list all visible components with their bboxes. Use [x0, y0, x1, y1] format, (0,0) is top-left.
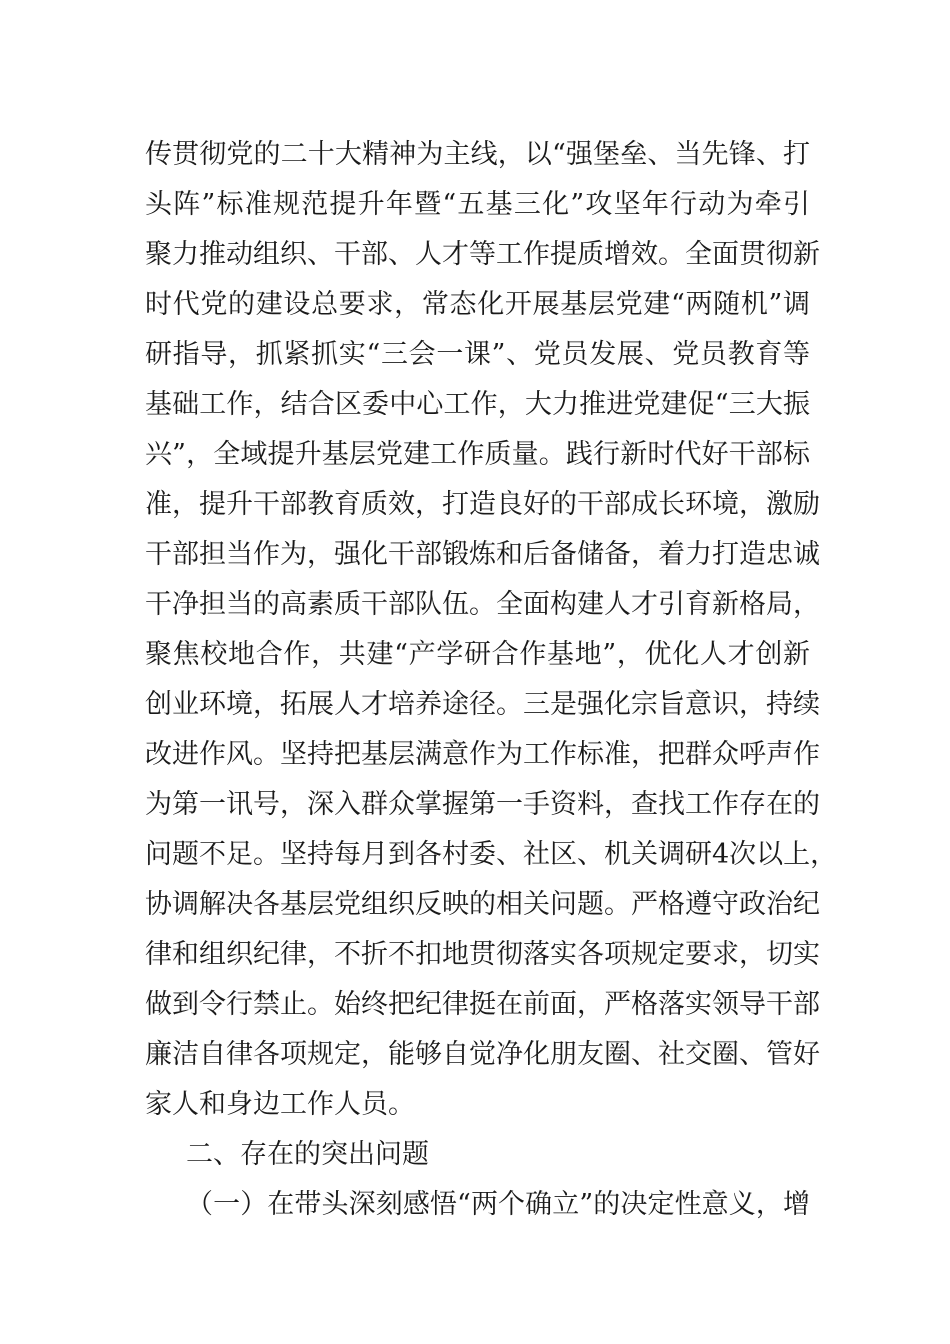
paragraph-line: 聚力推动组织、干部、人才等工作提质增效。全面贯彻新 [145, 239, 820, 270]
subsection-line: （一）在带头深刻感悟“两个确立”的决定性意义，增 [186, 1189, 810, 1220]
paragraph-line: 问题不足。坚持每月到各村委、社区、机关调研4次以上， [145, 839, 838, 870]
section-heading: 二、存在的突出问题 [186, 1139, 429, 1170]
paragraph-line: 研指导，抓紧抓实“三会一课”、党员发展、党员教育等 [145, 339, 810, 370]
paragraph-line: 改进作风。坚持把基层满意作为工作标准，把群众呼声作 [145, 739, 820, 770]
paragraph-line: 兴”，全域提升基层党建工作质量。践行新时代好干部标 [145, 439, 810, 470]
paragraph-line: 基础工作，结合区委中心工作，大力推进党建促“三大振 [145, 389, 810, 420]
paragraph-line: 头阵”标准规范提升年暨“五基三化”攻坚年行动为牵引 [145, 189, 810, 220]
paragraph-line: 干净担当的高素质干部队伍。全面构建人才引育新格局， [145, 589, 820, 620]
paragraph-line: 传贯彻党的二十大精神为主线，以“强堡垒、当先锋、打 [145, 139, 810, 170]
paragraph-line: 准，提升干部教育质效，打造良好的干部成长环境，激励 [145, 489, 820, 520]
paragraph-line: 创业环境，拓展人才培养途径。三是强化宗旨意识，持续 [145, 689, 820, 720]
paragraph-line: 廉洁自律各项规定，能够自觉净化朋友圈、社交圈、管好 [145, 1039, 820, 1070]
paragraph-line: 协调解决各基层党组织反映的相关问题。严格遵守政治纪 [145, 889, 820, 920]
paragraph-line: 律和组织纪律，不折不扣地贯彻落实各项规定要求，切实 [145, 939, 820, 970]
paragraph-line: 做到令行禁止。始终把纪律挺在前面，严格落实领导干部 [145, 989, 820, 1020]
paragraph-line: 为第一讯号，深入群众掌握第一手资料，查找工作存在的 [145, 789, 820, 820]
paragraph-line: 家人和身边工作人员。 [145, 1089, 415, 1120]
paragraph-line: 干部担当作为，强化干部锻炼和后备储备，着力打造忠诚 [145, 539, 820, 570]
paragraph-line: 时代党的建设总要求，常态化开展基层党建“两随机”调 [145, 289, 810, 320]
paragraph-line: 聚焦校地合作，共建“产学研合作基地”，优化人才创新 [145, 639, 810, 670]
